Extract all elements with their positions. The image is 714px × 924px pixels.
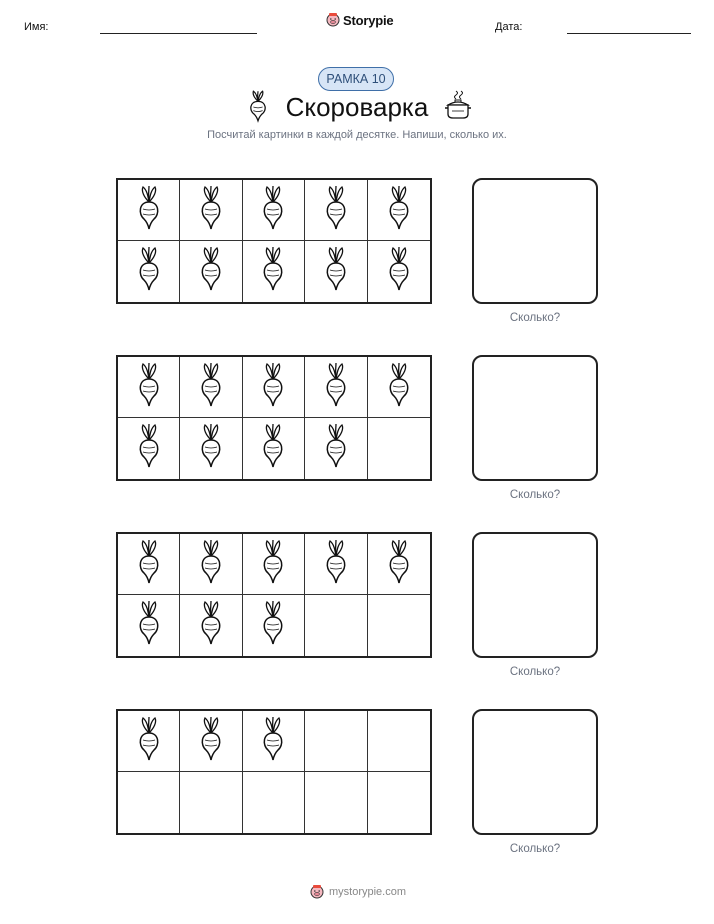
frame-cell [118, 357, 180, 418]
frame-cell [180, 772, 242, 833]
beet-icon [198, 717, 224, 766]
brand-name: Storypie [343, 12, 394, 28]
frame-cell [243, 534, 305, 595]
answer-box[interactable] [472, 709, 598, 835]
answer-box[interactable] [472, 355, 598, 481]
frame-cell [118, 772, 180, 833]
frame-cell [305, 711, 367, 772]
beet-icon [260, 186, 286, 235]
beet-icon [386, 247, 412, 296]
how-many-label: Сколько? [509, 666, 561, 678]
beet-icon [198, 601, 224, 650]
how-many-label: Сколько? [509, 489, 561, 501]
ten-frame [116, 355, 432, 481]
frame-cell [368, 595, 430, 656]
frame-cell [243, 711, 305, 772]
beet-icon [323, 186, 349, 235]
frame-badge: РАМКА 10 [318, 67, 394, 91]
frame-cell [368, 180, 430, 241]
frame-cell [243, 357, 305, 418]
beet-icon [198, 540, 224, 589]
frame-cell [243, 180, 305, 241]
beet-icon [198, 424, 224, 473]
frame-cell [243, 595, 305, 656]
frame-cell [180, 241, 242, 302]
frame-cell [118, 241, 180, 302]
frame-cell [305, 418, 367, 479]
frame-cell [243, 418, 305, 479]
frame-cell [368, 241, 430, 302]
beet-icon [198, 247, 224, 296]
beet-icon [260, 247, 286, 296]
beet-icon [260, 717, 286, 766]
frame-cell [368, 534, 430, 595]
ten-frame [116, 709, 432, 835]
answer-box[interactable] [472, 178, 598, 304]
footer [309, 884, 406, 900]
frame-cell [368, 711, 430, 772]
frame-cell [118, 418, 180, 479]
beet-icon [323, 424, 349, 473]
pig-mascot-icon [309, 884, 325, 900]
date-label: Дата: [495, 21, 523, 33]
frame-cell [305, 772, 367, 833]
storypie-logo [326, 12, 393, 28]
beet-icon [136, 247, 162, 296]
beet-icon [323, 540, 349, 589]
beet-icon [136, 363, 162, 412]
beet-icon [260, 601, 286, 650]
beet-icon [136, 717, 162, 766]
answer-box[interactable] [472, 532, 598, 658]
beet-icon [136, 424, 162, 473]
frame-cell [305, 534, 367, 595]
beet-icon [136, 540, 162, 589]
cooking-pot-icon [443, 89, 473, 121]
ten-frame [116, 532, 432, 658]
name-label: Имя: [24, 21, 49, 33]
footer-site: mystorypie.com [329, 886, 407, 898]
date-field-line[interactable] [567, 33, 691, 34]
frame-cell [180, 534, 242, 595]
frame-cell [180, 357, 242, 418]
frame-cell [180, 418, 242, 479]
beet-icon [386, 186, 412, 235]
how-many-label: Сколько? [509, 843, 561, 855]
beet-icon [386, 363, 412, 412]
beet-icon [260, 424, 286, 473]
frame-cell [180, 595, 242, 656]
beet-icon [323, 363, 349, 412]
page-title: Скороварка [285, 92, 429, 122]
beet-icon [136, 601, 162, 650]
beet-icon [136, 186, 162, 235]
frame-cell [368, 357, 430, 418]
beet-icon [260, 363, 286, 412]
frame-cell [118, 180, 180, 241]
how-many-label: Сколько? [509, 312, 561, 324]
ten-frame [116, 178, 432, 304]
name-field-line[interactable] [100, 33, 257, 34]
frame-cell [118, 711, 180, 772]
frame-cell [368, 418, 430, 479]
beet-icon [260, 540, 286, 589]
beet-icon [198, 186, 224, 235]
frame-cell [118, 534, 180, 595]
frame-cell [243, 241, 305, 302]
beet-icon [323, 247, 349, 296]
beet-icon [198, 363, 224, 412]
frame-cell [305, 595, 367, 656]
frame-cell [243, 772, 305, 833]
frame-cell [368, 772, 430, 833]
frame-cell [305, 241, 367, 302]
instructions: Посчитай картинки в каждой десятке. Напиши, сколько их. [207, 129, 507, 141]
frame-cell [305, 180, 367, 241]
pig-mascot-icon [326, 12, 340, 28]
frame-cell [180, 711, 242, 772]
frame-cell [305, 357, 367, 418]
frame-cell [118, 595, 180, 656]
frame-cell [180, 180, 242, 241]
beet-icon [386, 540, 412, 589]
